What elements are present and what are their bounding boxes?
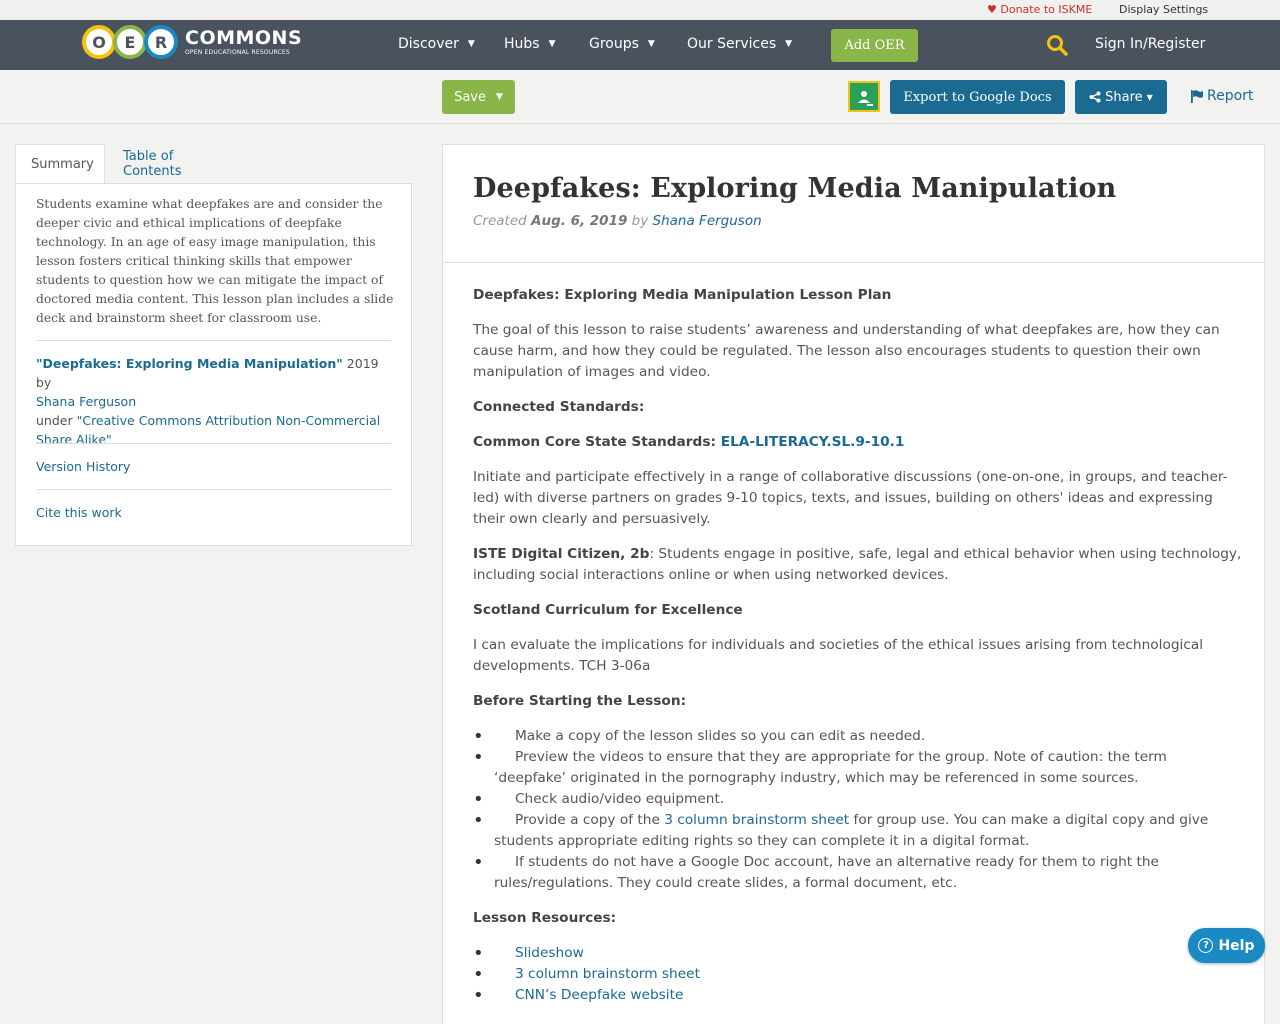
- nav-groups[interactable]: [589, 36, 655, 52]
- caret-down-icon: ▼: [496, 92, 503, 102]
- list-item: [473, 810, 1243, 852]
- share-label: Share: [1105, 89, 1143, 105]
- list-item-text: If students do not have a Google Doc account, have an alternative ready for them to right the rules/regulations. They could create slides, a formal document, etc.: [494, 854, 1159, 891]
- resource-header: [443, 145, 1264, 263]
- divider: [36, 443, 391, 444]
- attribution-title-link[interactable]: "Deepfakes: Exploring Media Manipulation": [36, 356, 343, 371]
- before-list: [473, 726, 1243, 894]
- created-date: Aug. 6, 2019: [531, 213, 628, 229]
- list-item: [473, 726, 1243, 747]
- donate-link[interactable]: [987, 3, 1092, 16]
- by-label: by: [627, 213, 653, 229]
- iste-label: ISTE Digital Citizen, 2b: [473, 546, 650, 562]
- ccss-standard-link[interactable]: ELA-LITERACY.SL.9-10.1: [720, 434, 905, 450]
- save-button[interactable]: [442, 80, 515, 114]
- resources-list: [473, 943, 1243, 1006]
- help-label: Help: [1218, 937, 1255, 954]
- list-item: [473, 747, 1243, 789]
- license-link[interactable]: "Creative Commons Attribution Non-Commercial Share Alike": [36, 413, 381, 447]
- flag-icon: [1190, 90, 1204, 103]
- divider: [36, 489, 391, 490]
- logo-text: [185, 26, 303, 56]
- google-classroom-icon[interactable]: [848, 81, 880, 112]
- list-item-text: Preview the videos to ensure that they are appropriate for the group. Note of caution: the term ‘deepfake’ originated in the pornography industry, which may be referenced in some sources.: [494, 749, 1167, 786]
- donate-label: Donate to ISKME: [1000, 3, 1093, 16]
- resource-action-bar: [0, 70, 1280, 124]
- logo-title: COMMONS: [185, 26, 303, 49]
- save-label: Save: [454, 89, 486, 105]
- display-settings-link[interactable]: Display Settings: [1119, 3, 1209, 16]
- resources-heading: Lesson Resources:: [473, 910, 617, 926]
- chevron-down-icon: ▼: [548, 39, 556, 49]
- list-item: [473, 852, 1243, 894]
- connected-standards-heading: Connected Standards:: [473, 399, 645, 415]
- chevron-down-icon: ▼: [647, 39, 655, 49]
- resource-content: [442, 144, 1265, 1024]
- iste-text: : Students engage in positive, safe, legal and ethical behavior when using technology, including social interactions online or when using networked devices.: [473, 546, 1242, 583]
- list-item: [473, 985, 1243, 1006]
- created-info: [473, 213, 762, 229]
- list-item: [473, 964, 1243, 985]
- nav-discover[interactable]: [398, 36, 475, 52]
- export-google-docs-button[interactable]: Export to Google Docs: [890, 80, 1065, 114]
- utility-bar: [0, 0, 1280, 20]
- report-label: Report: [1207, 88, 1254, 104]
- oer-commons-logo[interactable]: [82, 25, 302, 59]
- slideshow-link[interactable]: Slideshow: [515, 945, 584, 961]
- cite-this-work-link[interactable]: Cite this work: [36, 505, 122, 520]
- search-icon[interactable]: [1046, 34, 1068, 60]
- brainstorm-sheet-link[interactable]: 3 column brainstorm sheet: [664, 812, 850, 828]
- created-label: Created: [473, 213, 532, 229]
- list-item-text: Check audio/video equipment.: [515, 791, 725, 807]
- brainstorm-sheet-resource-link[interactable]: 3 column brainstorm sheet: [515, 966, 700, 982]
- sidebar-summary-panel: [15, 183, 412, 546]
- attribution-year: 2019 by: [36, 356, 379, 390]
- logo-subtitle: OPEN EDUCATIONAL RESOURCES: [185, 48, 290, 56]
- summary-text: Students examine what deepfakes are and consider the deeper civic and ethical implications of deepfake technology. In an age of easy image manipulation, this lesson fosters critical thinking skills that empower students to question how we can mitigate the impact of doctored media content. This lesson plan includes a slide deck and brainstorm sheet for classroom use.: [36, 197, 394, 325]
- chevron-down-icon: ▼: [467, 39, 475, 49]
- nav-label: Groups: [589, 36, 639, 52]
- sign-in-register-link[interactable]: Sign In/Register: [1095, 36, 1206, 52]
- list-item-text: Provide a copy of the: [515, 812, 665, 828]
- question-icon: ?: [1198, 938, 1213, 953]
- caret-down-icon: ▼: [1146, 92, 1153, 102]
- nav-label: Our Services: [687, 36, 777, 52]
- divider: [36, 340, 391, 341]
- ccss-label: Common Core State Standards:: [473, 434, 721, 450]
- scotland-heading: Scotland Curriculum for Excellence: [473, 602, 743, 618]
- nav-our-services[interactable]: [687, 36, 792, 52]
- nav-hubs[interactable]: [504, 36, 556, 52]
- attribution-author-link[interactable]: Shana Ferguson: [36, 394, 137, 409]
- chevron-down-icon: ▼: [785, 39, 793, 49]
- tab-summary[interactable]: Summary: [15, 144, 105, 184]
- cnn-deepfake-link[interactable]: CNN’s Deepfake website: [515, 987, 684, 1003]
- before-heading: Before Starting the Lesson:: [473, 693, 687, 709]
- version-history-link[interactable]: Version History: [36, 459, 131, 474]
- list-item: [473, 789, 1243, 810]
- logo-letter-r: R: [144, 25, 178, 59]
- list-item-text: Make a copy of the lesson slides so you can edit as needed.: [515, 728, 926, 744]
- nav-label: Discover: [398, 36, 459, 52]
- lesson-body: [473, 285, 1243, 1020]
- lesson-heading: Deepfakes: Exploring Media Manipulation Lesson Plan: [473, 287, 892, 303]
- scotland-text: I can evaluate the implications for individuals and societies of the ethical issues arising from technological developments. TCH 3-06a: [473, 637, 1204, 674]
- nav-label: Hubs: [504, 36, 540, 52]
- heart-icon: ♥: [987, 3, 997, 16]
- list-item-text: for group use. You can make a digital copy and give students appropriate editing rights so they can complete it in a digital format.: [494, 812, 1209, 849]
- share-icon: [1089, 91, 1101, 103]
- add-oer-button[interactable]: Add OER: [831, 29, 918, 62]
- ccss-text: Initiate and participate effectively in a range of collaborative discussions (one-on-one, in groups, and teacher-led) with diverse partners on grades 9-10 topics, texts, and issues, building on others' ideas and expressing their own clearly and persuasively.: [473, 469, 1228, 527]
- logo-letter-o: O: [82, 25, 116, 59]
- site-header: [0, 20, 1280, 70]
- logo-letter-e: E: [113, 25, 147, 59]
- page-title: Deepfakes: Exploring Media Manipulation: [473, 173, 1117, 204]
- author-link[interactable]: Shana Ferguson: [652, 213, 762, 229]
- report-link[interactable]: [1190, 88, 1253, 104]
- lesson-goal: The goal of this lesson to raise students’ awareness and understanding of what deepfakes are, how they can cause harm, and how they could be regulated. The lesson also encourages students to question their own manipulation of images and video.: [473, 322, 1220, 380]
- list-item: [473, 943, 1243, 964]
- tab-table-of-contents[interactable]: Table of Contents: [123, 149, 182, 179]
- attribution: [36, 354, 396, 449]
- share-button[interactable]: [1075, 80, 1167, 114]
- attribution-under: under: [36, 413, 77, 428]
- help-button[interactable]: [1188, 928, 1265, 963]
